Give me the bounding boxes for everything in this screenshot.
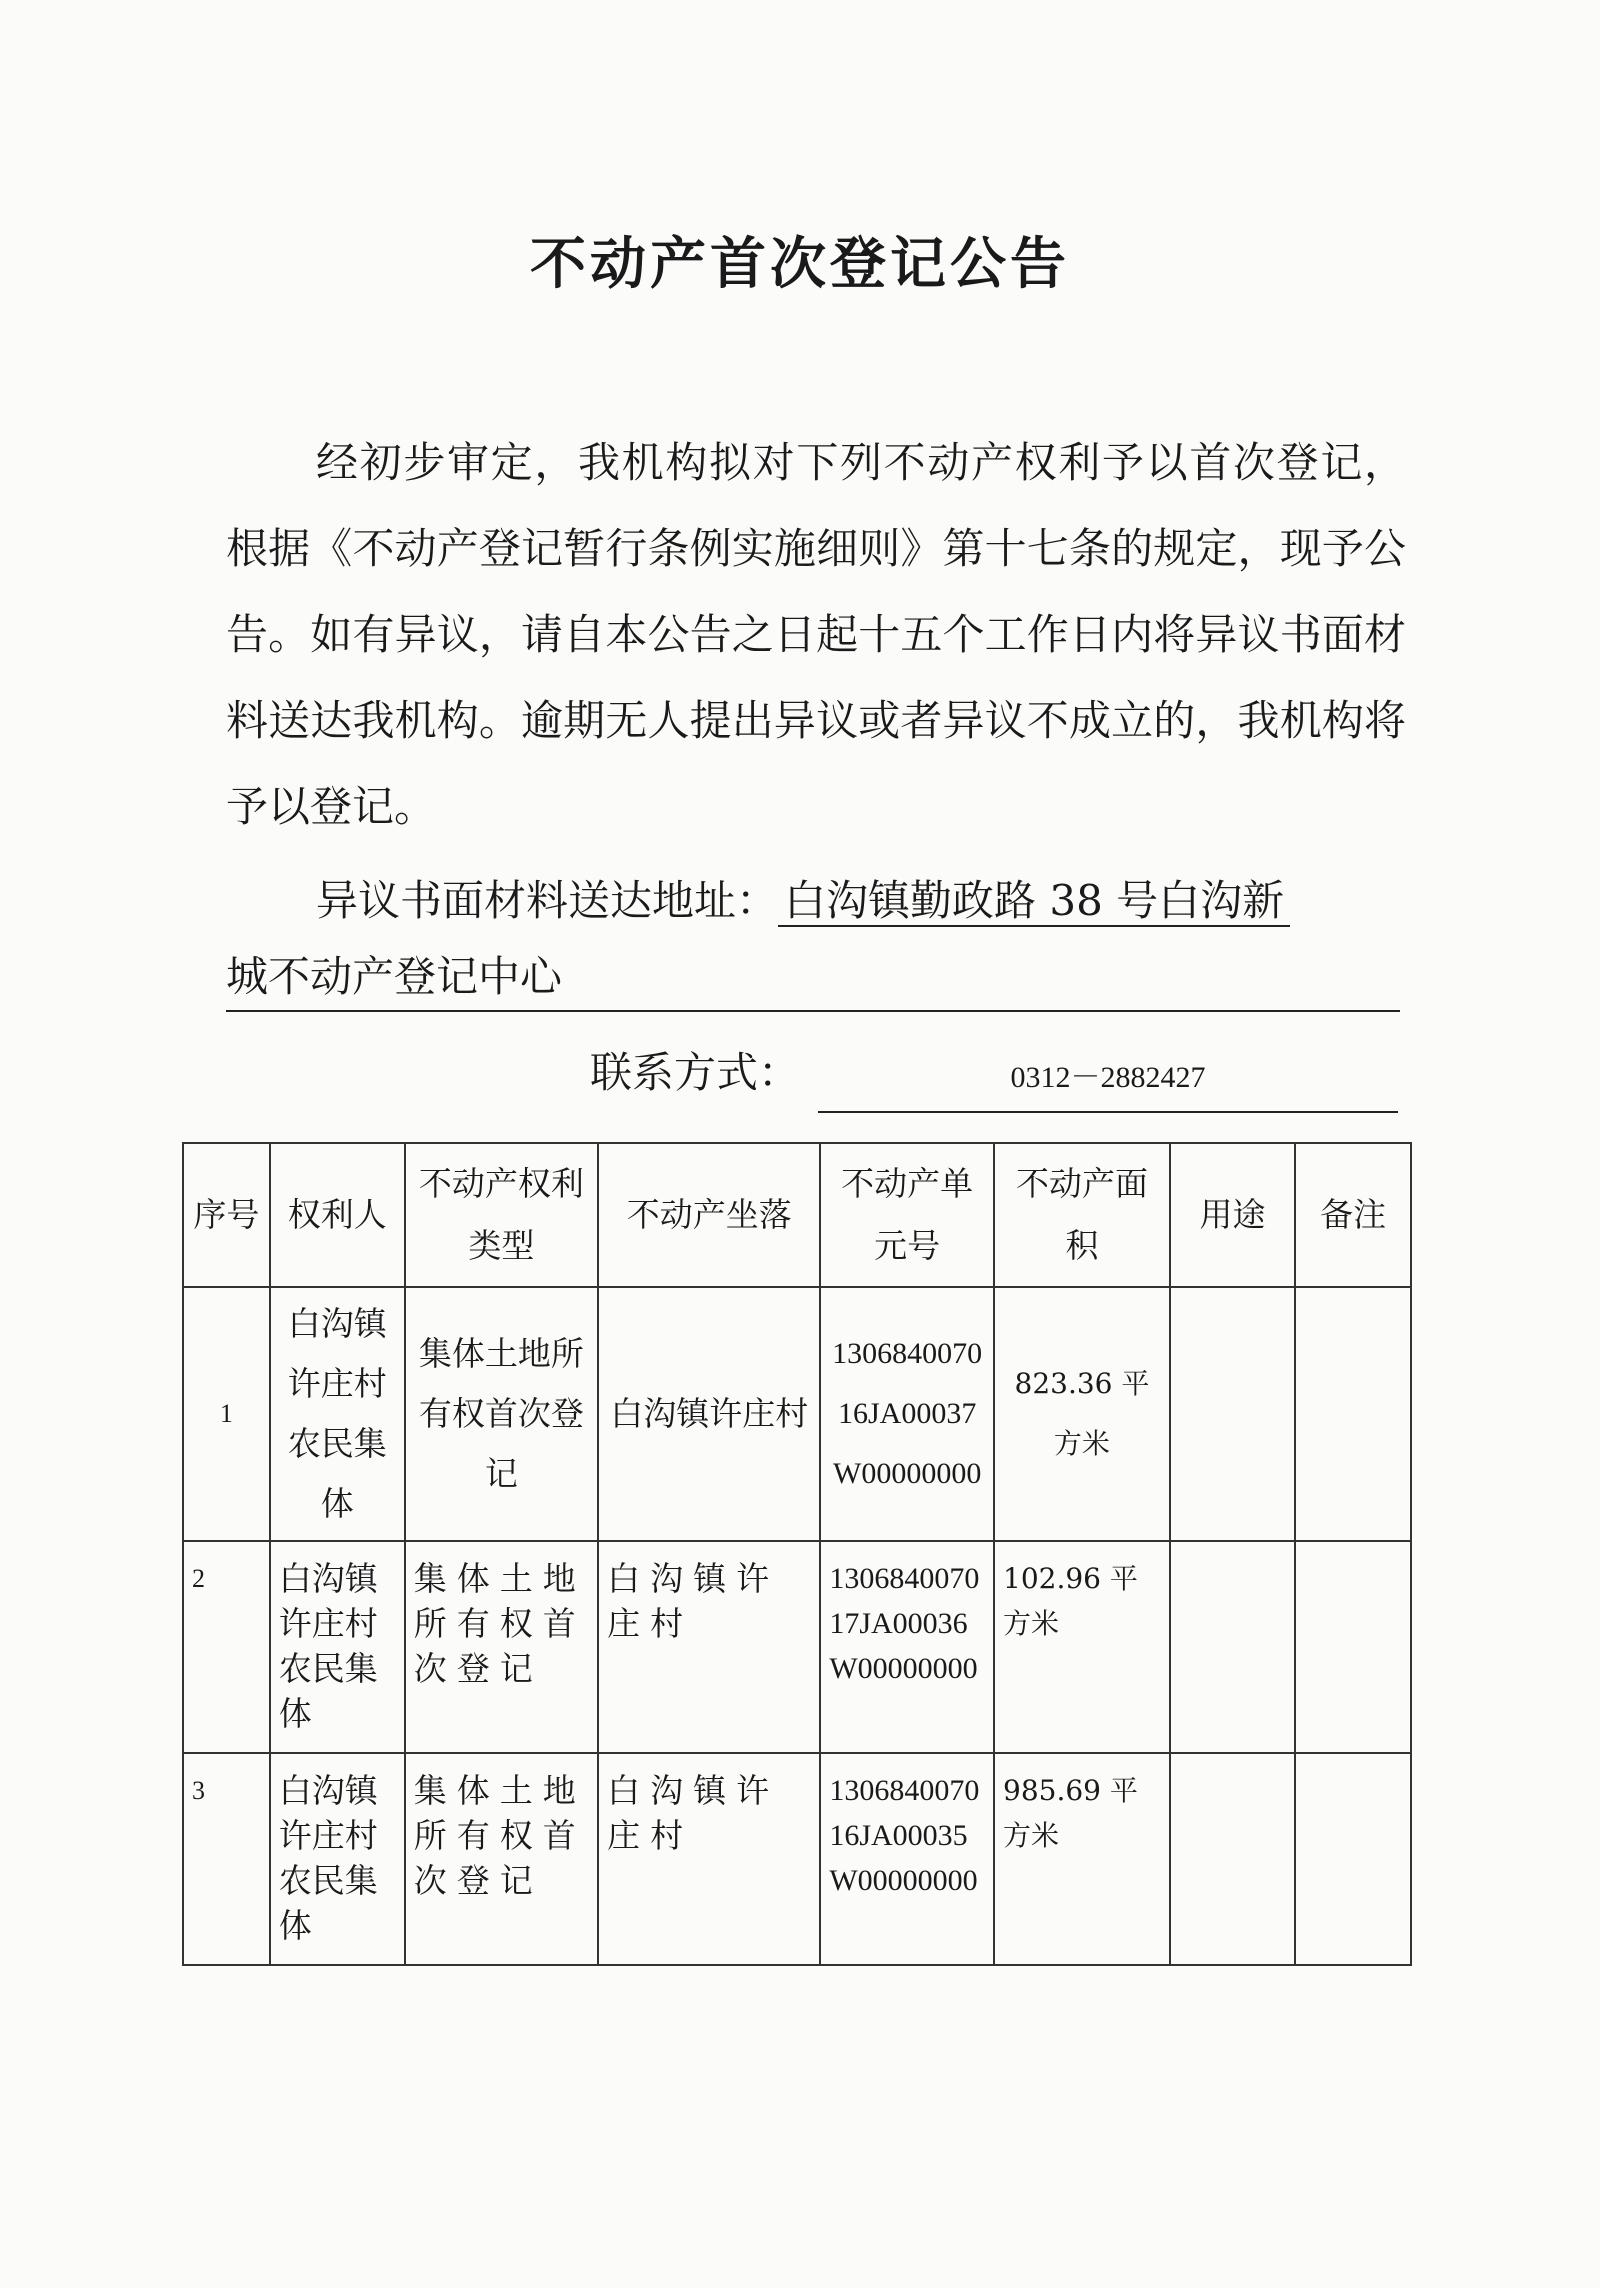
objection-address-line	[226, 858, 1406, 944]
cell-holder: 白沟镇许庄村农民集体	[270, 1541, 405, 1753]
cell-seq: 1	[183, 1287, 270, 1541]
header-unit: 不动产单元号	[820, 1143, 994, 1287]
objection-address-value-cont: 城不动产登记中心	[226, 944, 1400, 1012]
table-row	[183, 1753, 1411, 1965]
cell-area: 985.69 平方米	[994, 1753, 1170, 1965]
cell-type: 集体土地所有权首次登记	[405, 1753, 598, 1965]
objection-address-label: 异议书面材料送达地址：	[316, 876, 779, 925]
cell-use	[1170, 1287, 1295, 1541]
cell-location: 白沟镇许庄村	[598, 1541, 820, 1753]
notice-body: 经初步审定，我机构拟对下列不动产权利予以首次登记，根据《不动产登记暂行条例实施细则》第十七条的规定，现予公告。如有异议，请自本公告之日起十五个工作日内将异议书面材料送达我机构。逾期无人提出异议或者异议不成立的，我机构将予以登记。	[226, 438, 1406, 831]
table-header-row	[183, 1143, 1411, 1287]
header-holder: 权利人	[270, 1143, 405, 1287]
cell-seq: 2	[183, 1541, 270, 1753]
cell-type: 集体土地所有权首次登记	[405, 1541, 598, 1753]
header-type: 不动产权利类型	[405, 1143, 598, 1287]
page-title: 不动产首次登记公告	[530, 232, 1070, 297]
cell-unit: 130684007017JA00036W00000000	[820, 1541, 994, 1753]
table-row	[183, 1287, 1411, 1541]
cell-holder: 白沟镇许庄村农民集体	[270, 1753, 405, 1965]
contact-label: 联系方式：	[590, 1048, 801, 1097]
cell-use	[1170, 1541, 1295, 1753]
header-location: 不动产坐落	[598, 1143, 820, 1287]
cell-use	[1170, 1753, 1295, 1965]
cell-location: 白沟镇许庄村	[598, 1753, 820, 1965]
header-area: 不动产面积	[994, 1143, 1170, 1287]
header-seq: 序号	[183, 1143, 270, 1287]
cell-area: 823.36 平方米	[994, 1287, 1170, 1541]
header-note: 备注	[1295, 1143, 1411, 1287]
cell-seq: 3	[183, 1753, 270, 1965]
contact-line	[590, 1040, 1398, 1113]
objection-address-value: 白沟镇勤政路 38 号白沟新	[778, 876, 1290, 927]
cell-note	[1295, 1287, 1411, 1541]
cell-note	[1295, 1541, 1411, 1753]
cell-unit: 130684007016JA00037W00000000	[820, 1287, 994, 1541]
header-use: 用途	[1170, 1143, 1295, 1287]
cell-area: 102.96 平方米	[994, 1541, 1170, 1753]
cell-location: 白沟镇许庄村	[598, 1287, 820, 1541]
registration-table	[182, 1142, 1412, 1966]
cell-type: 集体土地所有权首次登记	[405, 1287, 598, 1541]
cell-note	[1295, 1753, 1411, 1965]
cell-unit: 130684007016JA00035W00000000	[820, 1753, 994, 1965]
contact-phone: 0312－2882427	[818, 1045, 1398, 1113]
table-row	[183, 1541, 1411, 1753]
cell-holder: 白沟镇许庄村农民集体	[270, 1287, 405, 1541]
